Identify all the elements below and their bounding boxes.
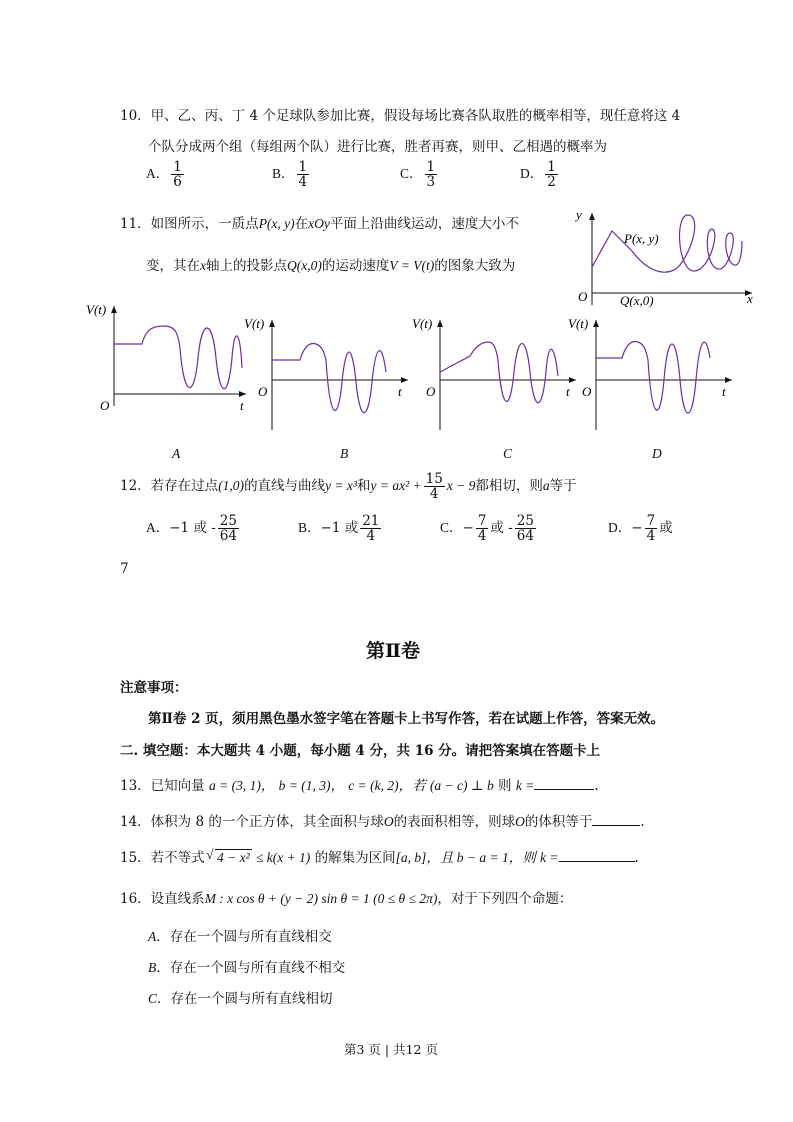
notice-body: 第Ⅱ卷 2 页，须用黑色墨水签字笔在答题卡上书写作答，若在试题上作答，答案无效。: [148, 711, 665, 727]
svg-text:V(t): V(t): [86, 302, 107, 317]
q16-item-a: A．存在一个圆与所有直线相交: [148, 929, 332, 945]
q10-option-c: C． $\frac{1}{3}$: [400, 159, 436, 191]
q14-line: 14．体积为 8 的一个正方体，其全面积与球O的表面积相等，则球O的体积等于 .: [120, 810, 645, 830]
q12-option-d: D．− $\frac{7}{4}$ 或: [608, 513, 673, 545]
graph-d: [566, 312, 736, 434]
svg-text:O: O: [100, 398, 110, 413]
notice-title: 注意事项：: [120, 680, 188, 696]
q11-line1: 11．如图所示，一质点P(x, y)在xOy平面上沿曲线运动，速度大小不: [120, 216, 519, 232]
svg-text:V(t): V(t): [568, 316, 589, 331]
graph-b: [242, 312, 412, 434]
graph-b-label: B: [340, 446, 349, 461]
q10-line1: 10．甲、乙、丙、丁 4 个足球队参加比赛，假设每场比赛各队取胜的概率相等，现任意将这 4: [120, 108, 681, 124]
svg-text:t: t: [240, 398, 244, 413]
q11-line2: 变，其在x轴上的投影点Q(x,0)的运动速度V = V(t)的图象大致为: [146, 258, 516, 274]
svg-text:t: t: [722, 384, 726, 399]
section-title: 第Ⅱ卷: [366, 640, 421, 662]
q16-line: 16．设直线系M : x cos θ + (y − 2) sin θ = 1 (0 ≤ θ ≤ 2π)，对于下列四个命题：: [120, 891, 573, 907]
graph-a-label: A: [172, 446, 181, 461]
fig-x-label: x: [747, 291, 753, 306]
q15-radical: √ 4 − x²: [205, 847, 250, 865]
fig-p-label: P(x, y): [624, 231, 659, 246]
q10-line2: 个队分成两个组（每组两个队）进行比赛，胜者再赛，则甲、乙相遇的概率为: [148, 139, 607, 155]
q10-option-b: B． $\frac{1}{4}$: [272, 159, 308, 191]
q12-line: 12．若存在过点(1,0)的直线与曲线y = x³和y = ax² + $\frac{15}{4}$ x − 9都相切，则a等于: [120, 471, 577, 503]
q16-item-b: B．存在一个圆与所有直线不相交: [148, 960, 346, 976]
fig-origin-label: O: [578, 289, 588, 304]
fig-q-label: Q(x,0): [620, 293, 654, 308]
svg-text:V(t): V(t): [412, 316, 433, 331]
svg-text:O: O: [426, 384, 436, 399]
graph-c: [410, 312, 580, 434]
q16-item-c: C．存在一个圆与所有直线相切: [148, 991, 333, 1007]
q10-option-d: D． $\frac{1}{2}$: [520, 159, 556, 191]
q12-option-c: C．− $\frac{7}{4}$ 或 - $\frac{25}{64}$: [440, 513, 534, 545]
graph-c-label: C: [503, 446, 513, 461]
q12-overflow-seven: 7: [120, 561, 129, 577]
q15-answer-blank[interactable]: [559, 847, 635, 862]
svg-text:V(t): V(t): [244, 316, 265, 331]
part-title: 二. 填空题：本大题共 4 小题，每小题 4 分，共 16 分。请把答案填在答题卡上: [120, 743, 601, 759]
svg-text:O: O: [258, 384, 268, 399]
svg-text:O: O: [582, 384, 592, 399]
q15-line: 15．若不等式 √ 4 − x² ≤ k(x + 1) 的解集为区间[a, b]，且 b − a = 1，则 k = .: [120, 847, 639, 866]
q12-option-b: B．−1 或 $\frac{21}{4}$: [298, 513, 380, 545]
svg-text:t: t: [566, 384, 570, 399]
graph-a: [84, 298, 254, 418]
q13-answer-blank[interactable]: [534, 775, 594, 790]
q13-line: 13．已知向量 a = (3, 1)， b = (1, 3)， c = (k, 2)，若 (a − c) ⊥ b 则 k = .: [120, 774, 599, 794]
q11-trajectory-figure: [570, 205, 760, 310]
page-footer: 第3 页 | 共12 页: [344, 1042, 438, 1057]
q12-option-a: A．−1 或 - $\frac{25}{64}$: [146, 513, 237, 545]
fig-y-label: y: [576, 207, 582, 222]
graph-d-label: D: [652, 446, 662, 461]
svg-text:t: t: [398, 384, 402, 399]
q10-option-a: A． $\frac{1}{6}$: [146, 159, 182, 191]
q14-answer-blank[interactable]: [592, 811, 640, 826]
